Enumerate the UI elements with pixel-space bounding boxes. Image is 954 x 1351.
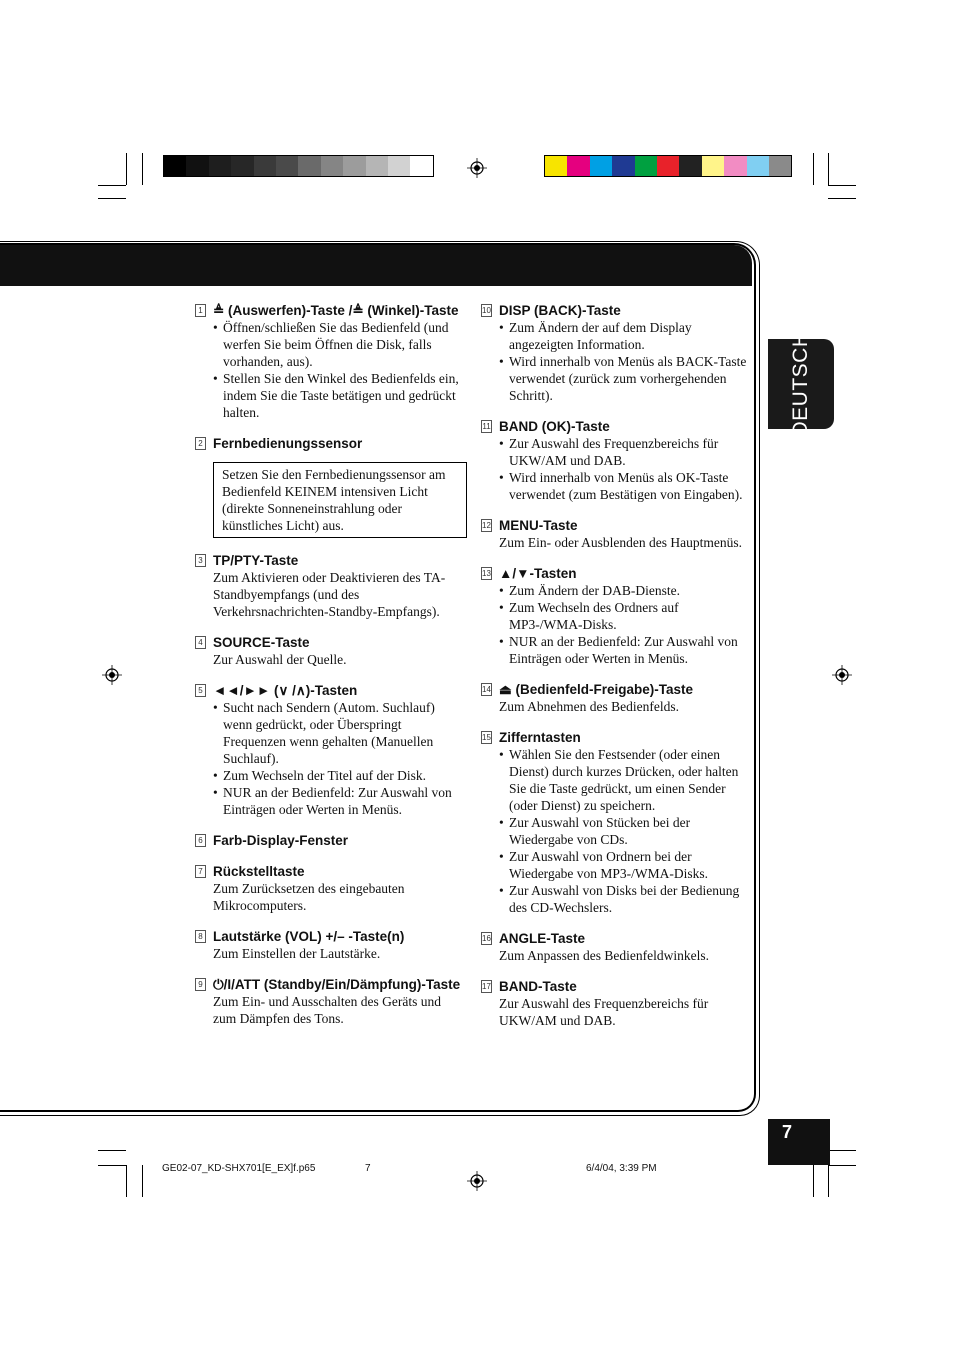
item-description: Zum Zurücksetzen des eingebauten Mikrocomputers. (213, 881, 405, 913)
color-swatch (410, 156, 432, 176)
control-item (195, 302, 467, 421)
crop-mark (142, 1165, 143, 1197)
color-swatch (209, 156, 231, 176)
grayscale-color-bar (163, 155, 434, 177)
item-title: ANGLE-Taste (499, 931, 586, 946)
footer-filename: GE02-07_KD-SHX701[E_EX]f.p65 (162, 1163, 316, 1174)
crop-mark (126, 1165, 127, 1197)
color-swatch (657, 156, 679, 176)
color-swatch (186, 156, 208, 176)
bullet-point: • Wählen Sie den Festsender (oder einen Dienst) durch kurzes Drücken, oder halten Sie die Taste gedrückt, um einen Sender (oder Dienst) zu speichern. (499, 746, 747, 814)
bullet-point: • Zum Ändern der DAB-Dienste. (499, 582, 747, 599)
item-number: 13 (482, 569, 491, 578)
crop-mark (828, 1165, 856, 1166)
note-box: Setzen Sie den Fernbedienungssensor am Bedienfeld KEINEM intensiven Licht (direkte Sonneneinstrahlung oder künstliches Licht) aus. (213, 462, 467, 538)
item-bullets (481, 582, 747, 667)
item-title: ≜ (Auswerfen)-Taste /≜ (Winkel)-Taste (213, 303, 459, 318)
item-description: Zum Einstellen der Lautstärke. (213, 946, 381, 961)
language-tab (768, 331, 834, 437)
crop-mark (828, 153, 829, 185)
control-item (195, 634, 467, 668)
item-number: 4 (195, 636, 206, 649)
crop-mark (828, 185, 856, 186)
color-swatch (747, 156, 769, 176)
item-number: 6 (195, 834, 206, 847)
process-color-bar (544, 155, 792, 177)
item-number: 12 (482, 521, 491, 530)
control-item (195, 682, 467, 818)
item-bullets (195, 319, 467, 421)
bullet-point: • Wird innerhalb von Menüs als OK-Taste verwendet (zum Bestätigen von Eingaben). (499, 469, 747, 503)
item-title: TP/PTY-Taste (213, 553, 299, 568)
item-title: ◄◄/►► (∨ /∧)-Tasten (213, 683, 358, 698)
item-description: Zum Anpassen des Bedienfeldwinkels. (499, 948, 709, 963)
bullet-point: • Sucht nach Sendern (Autom. Suchlauf) wenn gedrückt, oder Überspringt Frequenzen wenn gehalten (Manuellen Suchlauf). (213, 699, 467, 767)
color-swatch (276, 156, 298, 176)
item-title: BAND-Taste (499, 979, 577, 994)
item-number: 3 (195, 554, 206, 567)
item-number: 11 (482, 422, 491, 431)
control-item (481, 978, 747, 1029)
item-title: MENU-Taste (499, 518, 578, 533)
item-title: BAND (OK)-Taste (499, 419, 610, 434)
color-swatch (635, 156, 657, 176)
item-bullets (481, 319, 747, 404)
item-title: Lautstärke (VOL) +/– -Taste(n) (213, 929, 405, 944)
crop-mark (98, 185, 126, 186)
item-title: Zifferntasten (499, 730, 581, 745)
item-description: Zum Abnehmen des Bedienfelds. (499, 699, 679, 714)
color-swatch (590, 156, 612, 176)
page-number: 7 (782, 1122, 793, 1142)
footer-date: 6/4/04, 3:39 PM (586, 1163, 657, 1174)
bullet-point: • NUR an der Bedienfeld: Zur Auswahl von Einträgen oder Werten in Menüs. (499, 633, 747, 667)
bullet-point: • Zum Ändern der auf dem Display angezeigten Information. (499, 319, 747, 353)
crop-mark (828, 1165, 829, 1197)
item-description: Zum Ein- und Ausschalten des Geräts und zum Dämpfen des Tons. (213, 994, 441, 1026)
crop-mark (813, 1165, 814, 1197)
item-bullets (481, 435, 747, 503)
color-swatch (321, 156, 343, 176)
color-swatch (612, 156, 634, 176)
left-column (195, 302, 467, 1041)
item-description: Zum Aktivieren oder Deaktivieren des TA-Standbyempfangs (und des Verkehrsnachrichten-Standby-Empfangs). (213, 570, 446, 619)
registration-mark-icon (467, 158, 487, 178)
bullet-point: • Öffnen/schließen Sie das Bedienfeld (und werfen Sie beim Öffnen die Disk, falls vorhanden, aus). (213, 319, 467, 370)
color-swatch (567, 156, 589, 176)
bullet-point: • Stellen Sie den Winkel des Bedienfelds ein, indem Sie die Taste betätigen und gedrückt halten. (213, 370, 467, 421)
page-number-box (768, 1119, 830, 1165)
registration-mark-icon (832, 665, 852, 685)
item-number: 9 (195, 978, 206, 991)
bullet-point: • Zum Wechseln des Ordners auf MP3-/WMA-Disks. (499, 599, 747, 633)
item-title: Farb-Display-Fenster (213, 833, 349, 848)
footer-page: 7 (365, 1163, 371, 1174)
color-swatch (366, 156, 388, 176)
crop-mark (813, 153, 814, 185)
crop-mark (98, 1165, 126, 1166)
color-swatch (702, 156, 724, 176)
item-description: Zum Ein- oder Ausblenden des Hauptmenüs. (499, 535, 742, 550)
control-item (195, 928, 467, 962)
crop-mark (126, 153, 127, 185)
item-number: 10 (482, 306, 491, 315)
crop-mark (98, 1150, 126, 1151)
bullet-point: • Zum Wechseln der Titel auf der Disk. (213, 767, 467, 784)
color-swatch (231, 156, 253, 176)
color-swatch (388, 156, 410, 176)
item-number: 5 (195, 684, 206, 697)
item-number: 2 (195, 437, 206, 450)
control-item (481, 565, 747, 667)
color-swatch (679, 156, 701, 176)
control-item (195, 863, 467, 914)
control-item (481, 418, 747, 503)
bullet-point: • Zur Auswahl des Frequenzbereichs für UKW/AM und DAB. (499, 435, 747, 469)
control-item (481, 930, 747, 964)
control-item (481, 681, 747, 715)
item-description: Zur Auswahl des Frequenzbereichs für UKW/AM und DAB. (499, 996, 709, 1028)
item-number: 14 (482, 685, 491, 694)
item-number: 17 (482, 982, 491, 991)
control-item (481, 729, 747, 916)
item-bullets (481, 746, 747, 916)
crop-mark (828, 1150, 856, 1151)
color-swatch (298, 156, 320, 176)
crop-mark (828, 198, 856, 199)
header-band (0, 245, 752, 286)
color-swatch (164, 156, 186, 176)
bullet-point: • NUR an der Bedienfeld: Zur Auswahl von Einträgen oder Werten in Menüs. (213, 784, 467, 818)
crop-mark (98, 198, 126, 199)
item-number: 1 (195, 304, 206, 317)
right-column (481, 302, 747, 1043)
bullet-point: • Zur Auswahl von Disks bei der Bedienung des CD-Wechslers. (499, 882, 747, 916)
color-swatch (545, 156, 567, 176)
color-swatch (343, 156, 365, 176)
bullet-point: • Wird innerhalb von Menüs als BACK-Taste verwendet (zurück zum vorhergehenden Schritt). (499, 353, 747, 404)
item-bullets (195, 699, 467, 818)
control-item (195, 435, 467, 538)
item-title: DISP (BACK)-Taste (499, 303, 621, 318)
item-title: ▲/▼-Tasten (499, 566, 577, 581)
color-swatch (724, 156, 746, 176)
item-description: Zur Auswahl der Quelle. (213, 652, 347, 667)
control-item (195, 832, 467, 849)
item-number: 16 (482, 934, 491, 943)
control-item (481, 302, 747, 404)
registration-mark-icon (467, 1171, 487, 1191)
control-item (481, 517, 747, 551)
language-tab-label: DEUTSCH (789, 331, 812, 437)
item-title: SOURCE-Taste (213, 635, 310, 650)
color-swatch (254, 156, 276, 176)
bullet-point: • Zur Auswahl von Ordnern bei der Wiedergabe von MP3-/WMA-Disks. (499, 848, 747, 882)
item-number: 8 (195, 930, 206, 943)
control-item (195, 552, 467, 620)
item-title: Rückstelltaste (213, 864, 305, 879)
bullet-point: • Zur Auswahl von Stücken bei der Wiedergabe von CDs. (499, 814, 747, 848)
item-title: Fernbedienungssensor (213, 436, 363, 451)
item-title: ⏻/I/ATT (Standby/Ein/Dämpfung)-Taste (213, 977, 461, 992)
color-swatch (769, 156, 791, 176)
crop-mark (142, 153, 143, 185)
item-title: ⏏ (Bedienfeld-Freigabe)-Taste (499, 682, 694, 697)
item-number: 7 (195, 865, 206, 878)
control-item (195, 976, 467, 1027)
item-number: 15 (482, 733, 491, 742)
